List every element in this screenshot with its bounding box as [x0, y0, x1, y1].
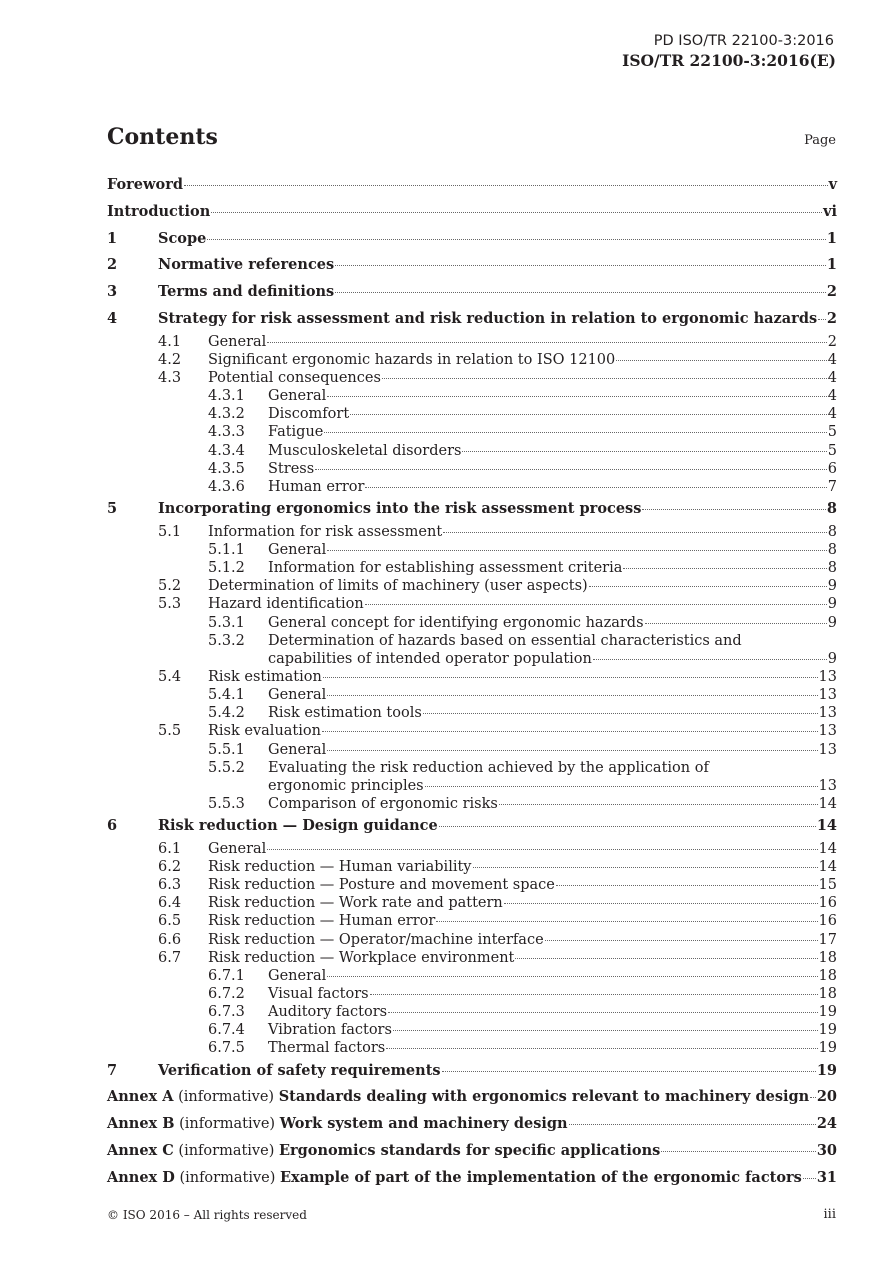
toc-entry-page: 1 [826, 256, 837, 274]
toc-dot-leader [335, 265, 826, 266]
toc-entry-subsubclause[interactable] [107, 795, 837, 813]
toc-entry-number: 5.4.2 [208, 705, 245, 722]
toc-entry-clause[interactable] [107, 199, 837, 226]
toc-dot-leader [803, 1178, 816, 1179]
toc-entry-page: 8 [827, 560, 837, 577]
toc-entry-number: 6.2 [158, 859, 182, 876]
toc-dot-leader [327, 976, 817, 977]
toc-entry-title: Risk estimation [208, 668, 322, 685]
page-number: iii [823, 1207, 836, 1222]
toc-entry-number: 5.5 [158, 723, 182, 740]
toc-entry-subsubclause[interactable] [107, 759, 837, 777]
toc-entry-title: Thermal factors [268, 1040, 386, 1057]
toc-entry-title: Determination of limits of machinery (user aspects) [208, 578, 588, 595]
toc-entry-subsubclause[interactable] [107, 1003, 837, 1021]
toc-entry-title: General [268, 687, 327, 704]
toc-entry-continuation[interactable] [107, 650, 837, 668]
toc-entry-title: Potential consequences [208, 370, 381, 387]
toc-entry-number: 2 [107, 256, 118, 274]
toc-entry-subclause[interactable] [107, 333, 837, 351]
document-designation: PD ISO/TR 22100-3:2016 [653, 33, 834, 49]
toc-dot-leader [504, 903, 818, 904]
toc-entry-number: 5.4.1 [208, 687, 245, 704]
toc-dot-leader [818, 319, 826, 320]
toc-dot-leader [324, 432, 826, 433]
toc-entry-number: 5.1.2 [208, 560, 245, 577]
toc-entry-number: 4.3.1 [208, 388, 245, 405]
toc-entry-subsubclause[interactable] [107, 405, 837, 423]
toc-entry-subclause[interactable] [107, 894, 837, 912]
toc-entry-page: 13 [818, 741, 837, 758]
toc-dot-leader [388, 1012, 817, 1013]
toc-entry-number: 6 [107, 817, 118, 835]
toc-dot-leader [350, 414, 827, 415]
toc-dot-leader [442, 1071, 816, 1072]
toc-entry-title: Vibration factors [268, 1022, 392, 1039]
toc-entry-title-line2: capabilities of intended operator population [268, 650, 592, 667]
toc-entry-title: Risk reduction — Design guidance [158, 817, 438, 835]
toc-entry-title: Discomfort [268, 406, 350, 423]
page-column-label: Page [804, 133, 836, 148]
toc-entry-title: Auditory factors [268, 1004, 388, 1021]
toc-dot-leader [323, 677, 818, 678]
toc-entry-subclause[interactable] [107, 351, 837, 369]
toc-entry-page: 6 [827, 460, 837, 477]
toc-entry-subsubclause[interactable] [107, 967, 837, 985]
toc-entry-page: 18 [818, 967, 837, 984]
toc-entry-number: 4.3.3 [208, 424, 245, 441]
toc-entry-page: 9 [827, 650, 837, 667]
toc-entry-title: Introduction [107, 202, 211, 220]
toc-entry-page: 14 [818, 859, 837, 876]
toc-entry-clause[interactable] [107, 306, 837, 333]
toc-entry-title: Significant ergonomic hazards in relation to ISO 12100 [208, 351, 616, 368]
toc-dot-leader [499, 804, 818, 805]
toc-entry-title: Risk estimation tools [268, 705, 422, 722]
toc-entry-number: 4 [107, 309, 118, 327]
toc-entry-title-line1: Evaluating the risk reduction achieved by the application of [268, 759, 709, 776]
toc-entry-title: Example of part of the implementation of the ergonomic factors [280, 1168, 802, 1186]
toc-entry-subclause[interactable] [107, 668, 837, 686]
toc-entry-title: Verification of safety requirements [158, 1061, 441, 1079]
toc-entry-page: v [828, 176, 837, 193]
toc-entry-title: Normative references [158, 256, 335, 274]
toc-entry-number: 5.3 [158, 596, 182, 613]
toc-entry-page: 14 [816, 817, 837, 835]
toc-dot-leader [211, 212, 822, 213]
toc-entry-title: General [268, 388, 327, 405]
toc-dot-leader [661, 1151, 816, 1152]
toc-entry-title: Fatigue [268, 424, 324, 441]
toc-entry-page: 2 [827, 333, 837, 350]
annex-type: (informative) [179, 1116, 276, 1133]
toc-entry-subsubclause[interactable] [107, 614, 837, 632]
toc-dot-leader [315, 469, 827, 470]
toc-entry-page: 4 [827, 370, 837, 387]
toc-entry-title: Human error [268, 478, 365, 495]
toc-entry-page: 20 [816, 1088, 837, 1106]
toc-dot-leader [267, 342, 826, 343]
toc-entry-title: Musculoskeletal disorders [268, 442, 462, 459]
toc-entry-page: 18 [818, 986, 837, 1003]
toc-entry-subclause[interactable] [107, 577, 837, 595]
toc-entry-title: Hazard identification [208, 596, 364, 613]
toc-entry-number: 3 [107, 283, 118, 301]
toc-entry-subclause[interactable] [107, 949, 837, 967]
toc-entry-annex[interactable] [107, 1111, 837, 1138]
toc-entry-page: 4 [827, 388, 837, 405]
toc-dot-leader [810, 1097, 816, 1098]
toc-entry-clause[interactable] [107, 172, 837, 199]
toc-entry-number: 6.7.5 [208, 1040, 245, 1057]
toc-entry-page: 2 [826, 309, 837, 327]
toc-dot-leader [327, 750, 817, 751]
toc-entry-subclause[interactable] [107, 840, 837, 858]
toc-entry-page: 24 [816, 1115, 837, 1133]
toc-dot-leader [443, 532, 827, 533]
toc-entry-number: 6.1 [158, 840, 182, 857]
toc-entry-number: 7 [107, 1061, 118, 1079]
toc-dot-leader [184, 185, 828, 186]
toc-entry-title: Terms and definitions [158, 283, 335, 301]
toc-entry-subclause[interactable] [107, 595, 837, 613]
toc-entry-title: Standards dealing with ergonomics relevant to machinery design [278, 1088, 810, 1106]
toc-entry-title: General concept for identifying ergonomic hazards [268, 614, 644, 631]
toc-dot-leader [322, 731, 818, 732]
toc-entry-page: 31 [816, 1168, 837, 1186]
toc-entry-title: Risk reduction — Human error [208, 913, 436, 930]
toc-entry-annex[interactable] [107, 1165, 837, 1192]
toc-entry-number: 5.5.1 [208, 741, 245, 758]
toc-entry-title: Risk reduction — Posture and movement space [208, 877, 555, 894]
annex-heading [107, 1138, 660, 1165]
toc-dot-leader [642, 509, 826, 510]
toc-entry-clause[interactable] [107, 813, 837, 840]
toc-dot-leader [423, 713, 818, 714]
toc-dot-leader [365, 604, 827, 605]
toc-entry-title: Work system and machinery design [279, 1115, 568, 1133]
toc-entry-subsubclause[interactable] [107, 1021, 837, 1039]
toc-entry-title: General [268, 741, 327, 758]
toc-dot-leader [515, 958, 817, 959]
toc-entry-title: Information for risk assessment [208, 523, 443, 540]
toc-entry-page: 19 [816, 1061, 837, 1079]
toc-entry-number: 6.6 [158, 931, 182, 948]
toc-entry-subsubclause[interactable] [107, 541, 837, 559]
toc-entry-subclause[interactable] [107, 912, 837, 930]
toc-entry-clause[interactable] [107, 252, 837, 279]
toc-entry-number: 6.7.2 [208, 986, 245, 1003]
toc-entry-page: 13 [818, 705, 837, 722]
toc-entry-page: 2 [826, 283, 837, 301]
toc-entry-page: 14 [818, 795, 837, 812]
toc-entry-page: 5 [827, 442, 837, 459]
toc-entry-number: 4.3.6 [208, 478, 245, 495]
toc-entry-subclause[interactable] [107, 931, 837, 949]
toc-entry-number: 4.2 [158, 351, 182, 368]
toc-entry-subsubclause[interactable] [107, 704, 837, 722]
toc-dot-leader [207, 239, 826, 240]
annex-type: (informative) [178, 1089, 275, 1106]
toc-entry-subsubclause[interactable] [107, 442, 837, 460]
toc-entry-number: 6.7 [158, 949, 182, 966]
toc-entry-page: 19 [818, 1040, 837, 1057]
toc-entry-page: 4 [827, 406, 837, 423]
toc-entry-subsubclause[interactable] [107, 478, 837, 496]
toc-dot-leader [589, 586, 827, 587]
toc-entry-subsubclause[interactable] [107, 686, 837, 704]
toc-entry-page: 9 [827, 596, 837, 613]
toc-entry-page: 8 [826, 500, 837, 518]
toc-dot-leader [327, 550, 826, 551]
toc-dot-leader [365, 487, 826, 488]
toc-entry-page: 8 [827, 523, 837, 540]
toc-dot-leader [462, 451, 826, 452]
toc-entry-subclause[interactable] [107, 523, 837, 541]
toc-entry-number: 5.5.3 [208, 795, 245, 812]
toc-entry-number: 4.3.4 [208, 442, 245, 459]
toc-entry-page: 30 [816, 1141, 837, 1159]
toc-entry-annex[interactable] [107, 1138, 837, 1165]
toc-entry-page: 19 [818, 1022, 837, 1039]
toc-entry-number: 5.1 [158, 523, 182, 540]
toc-entry-page: 13 [818, 723, 837, 740]
toc-entry-continuation[interactable] [107, 777, 837, 795]
toc-entry-number: 4.3.2 [208, 406, 245, 423]
toc-entry-title: Foreword [107, 176, 183, 193]
toc-entry-page: 4 [827, 351, 837, 368]
toc-entry-number: 5 [107, 500, 118, 518]
annex-type: (informative) [178, 1142, 275, 1159]
toc-dot-leader [327, 396, 826, 397]
toc-dot-leader [382, 378, 827, 379]
toc-entry-title: General [208, 333, 267, 350]
toc-entry-page: 13 [818, 668, 837, 685]
toc-entry-page: 9 [827, 578, 837, 595]
toc-dot-leader [645, 623, 827, 624]
toc-dot-leader [335, 292, 826, 293]
toc-entry-number: 5.4 [158, 668, 182, 685]
toc-entry-page: 1 [826, 229, 837, 247]
toc-entry-clause[interactable] [107, 496, 837, 523]
toc-entry-number: 4.3 [158, 370, 182, 387]
toc-entry-number: 5.1.1 [208, 541, 245, 558]
toc-entry-clause[interactable] [107, 279, 837, 306]
toc-entry-subsubclause[interactable] [107, 387, 837, 405]
toc-entry-subclause[interactable] [107, 858, 837, 876]
toc-entry-title: General [268, 967, 327, 984]
page-title: Contents [107, 124, 218, 150]
toc-entry-page: 15 [818, 877, 837, 894]
toc-dot-leader [616, 360, 827, 361]
toc-entry-annex[interactable] [107, 1084, 837, 1111]
annex-label: Annex B [107, 1115, 175, 1133]
toc-entry-title: Risk reduction — Workplace environment [208, 949, 515, 966]
toc-entry-page: 16 [818, 895, 837, 912]
annex-heading [107, 1084, 809, 1111]
toc-entry-page: 14 [818, 840, 837, 857]
toc-entry-page: 19 [818, 1004, 837, 1021]
toc-dot-leader [267, 849, 817, 850]
toc-entry-subsubclause[interactable] [107, 632, 837, 650]
toc-entry-page: 13 [818, 777, 837, 794]
toc-dot-leader [623, 568, 826, 569]
toc-entry-title-line2: ergonomic principles [268, 777, 424, 794]
toc-entry-title: Information for establishing assessment criteria [268, 560, 623, 577]
toc-dot-leader [425, 786, 818, 787]
toc-entry-page: 7 [827, 478, 837, 495]
toc-dot-leader [386, 1048, 817, 1049]
toc-entry-title: Scope [158, 229, 207, 247]
toc-entry-subsubclause[interactable] [107, 1039, 837, 1057]
document-reference: ISO/TR 22100-3:2016(E) [622, 51, 836, 70]
toc-entry-page: 17 [818, 931, 837, 948]
toc-entry-title: Strategy for risk assessment and risk reduction in relation to ergonomic hazards [158, 309, 818, 327]
toc-entry-number: 6.7.3 [208, 1004, 245, 1021]
toc-dot-leader [370, 994, 818, 995]
toc-entry-number: 4.3.5 [208, 460, 245, 477]
toc-entry-number: 5.2 [158, 578, 182, 595]
toc-entry-title: Visual factors [268, 986, 369, 1003]
toc-entry-number: 5.5.2 [208, 759, 245, 776]
toc-entry-page: 8 [827, 541, 837, 558]
toc-entry-subsubclause[interactable] [107, 460, 837, 478]
toc-entry-page: 18 [818, 949, 837, 966]
toc-entry-subsubclause[interactable] [107, 741, 837, 759]
toc-entry-subclause[interactable] [107, 876, 837, 894]
toc-entry-clause[interactable] [107, 226, 837, 253]
toc-entry-title: Risk reduction — Work rate and pattern [208, 895, 503, 912]
toc-entry-clause[interactable] [107, 1058, 837, 1085]
annex-label: Annex A [107, 1088, 174, 1106]
toc-entry-title: Risk reduction — Operator/machine interface [208, 931, 544, 948]
copyright-notice: © ISO 2016 – All rights reserved [107, 1208, 307, 1222]
annex-heading [107, 1111, 568, 1138]
toc-entry-subsubclause[interactable] [107, 559, 837, 577]
toc-entry-title: Risk reduction — Human variability [208, 859, 472, 876]
toc-entry-number: 6.5 [158, 913, 182, 930]
toc-entry-title: General [208, 840, 267, 857]
toc-entry-title: Incorporating ergonomics into the risk assessment process [158, 500, 642, 518]
toc-entry-title: General [268, 541, 327, 558]
toc-entry-subsubclause[interactable] [107, 423, 837, 441]
toc-entry-page: 13 [818, 687, 837, 704]
toc-dot-leader [327, 695, 817, 696]
annex-label: Annex C [107, 1141, 174, 1159]
toc-entry-title: Ergonomics standards for specific applications [278, 1141, 661, 1159]
toc-dot-leader [439, 826, 816, 827]
toc-entry-number: 4.1 [158, 333, 182, 350]
toc-dot-leader [556, 885, 818, 886]
toc-dot-leader [593, 659, 827, 660]
annex-type: (informative) [179, 1169, 276, 1186]
toc-entry-number: 1 [107, 229, 118, 247]
toc-entry-subclause[interactable] [107, 369, 837, 387]
toc-dot-leader [436, 921, 817, 922]
toc-entry-title: Risk evaluation [208, 723, 321, 740]
toc-dot-leader [393, 1030, 818, 1031]
toc-dot-leader [545, 940, 818, 941]
toc-entry-number: 6.4 [158, 895, 182, 912]
toc-dot-leader [569, 1124, 816, 1125]
toc-entry-title: Comparison of ergonomic risks [268, 795, 498, 812]
toc-entry-page: 5 [827, 424, 837, 441]
table-of-contents [107, 172, 837, 1192]
toc-entry-page: 16 [818, 913, 837, 930]
toc-entry-subclause[interactable] [107, 722, 837, 740]
toc-dot-leader [473, 867, 818, 868]
toc-entry-number: 6.7.4 [208, 1022, 245, 1039]
annex-heading [107, 1165, 802, 1192]
toc-entry-subsubclause[interactable] [107, 985, 837, 1003]
toc-entry-number: 5.3.1 [208, 614, 245, 631]
toc-entry-page: vi [823, 202, 837, 220]
toc-entry-title-line1: Determination of hazards based on essential characteristics and [268, 632, 742, 649]
toc-entry-number: 5.3.2 [208, 632, 245, 649]
annex-label: Annex D [107, 1168, 175, 1186]
toc-entry-number: 6.3 [158, 877, 182, 894]
toc-entry-page: 9 [827, 614, 837, 631]
toc-entry-number: 6.7.1 [208, 967, 245, 984]
toc-entry-title: Stress [268, 460, 315, 477]
